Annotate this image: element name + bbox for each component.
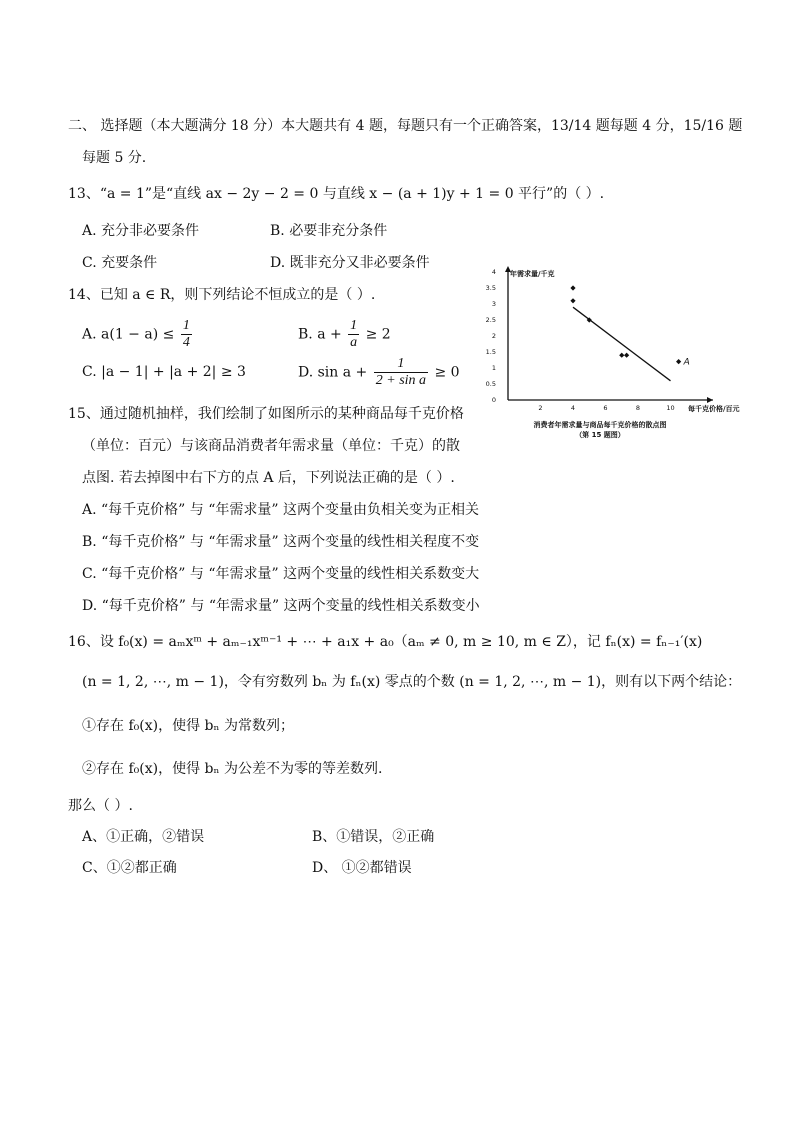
q14-option-d[interactable] bbox=[298, 356, 460, 389]
q14-option-a-fraction: $\frac{1}{4}$ bbox=[182, 318, 190, 350]
y-tick-label: 2 bbox=[491, 332, 496, 340]
q14-option-b-fraction: $\frac{1}{a}$ bbox=[350, 318, 358, 350]
q14-option-a-text: A. a(1 − a) ≤ bbox=[82, 326, 175, 343]
q15-line3: 点图. 若去掉图中右下方的点 A 后，下列说法正确的是（ ）. bbox=[82, 470, 455, 486]
point-label-a: A bbox=[683, 357, 690, 368]
x-axis-arrow bbox=[707, 397, 713, 403]
q15-option-d[interactable]: D. “每千克价格” 与 “年需求量” 这两个变量的线性相关系数变小 bbox=[82, 598, 480, 614]
q16-conclusion-1: ①存在 f₀(x)，使得 bₙ 为常数列； bbox=[82, 718, 294, 734]
scatter-chart bbox=[478, 262, 778, 447]
chart-caption: 消费者年需求量与商品每千克价格的散点图 bbox=[533, 421, 667, 429]
data-point bbox=[570, 285, 575, 290]
q14-option-b-text: B. a + bbox=[298, 326, 342, 343]
q13-option-a[interactable]: A. 充分非必要条件 bbox=[82, 223, 200, 239]
q14-option-a[interactable] bbox=[82, 318, 194, 351]
data-point bbox=[570, 298, 575, 303]
data-point bbox=[676, 359, 681, 364]
y-tick-label: 0.5 bbox=[485, 380, 496, 388]
q15-option-a[interactable]: A. “每千克价格” 与 “年需求量” 这两个变量由负相关变为正相关 bbox=[82, 502, 479, 518]
y-axis-label: 年需求量/千克 bbox=[510, 270, 555, 278]
q16-conclusion-2: ②存在 f₀(x)，使得 bₙ 为公差不为零的等差数列. bbox=[82, 761, 383, 777]
q14-stem: 14、已知 a ∈ R，则下列结论不恒成立的是（ ）. bbox=[68, 287, 376, 303]
q14-option-c[interactable]: C. |a − 1| + |a + 2| ≥ 3 bbox=[82, 364, 246, 380]
x-axis-label: 每千克价格/百元 bbox=[688, 405, 740, 413]
y-tick-label: 1 bbox=[491, 364, 496, 372]
x-tick-label: 8 bbox=[635, 404, 641, 412]
q16-option-a[interactable]: A、①正确，②错误 bbox=[82, 829, 205, 845]
chart-caption-sub: （第 15 题图） bbox=[575, 431, 625, 439]
trend-line bbox=[573, 307, 671, 381]
y-tick-label: 0 bbox=[491, 396, 496, 404]
y-tick-label: 2.5 bbox=[485, 316, 496, 324]
q14-option-b[interactable] bbox=[298, 318, 391, 351]
q14-option-d-fraction: $\frac{1}{\text{2 + sin a}}$ bbox=[375, 356, 427, 388]
q14-option-b-post: ≥ 2 bbox=[365, 326, 391, 343]
q16-line2: (n = 1, 2, ⋯, m − 1)，令有穷数列 bₙ 为 fₙ(x) 零点的个数 (n = 1, 2, ⋯, m − 1)，则有以下两个结论： bbox=[82, 674, 742, 690]
section-heading: 二、 选择题（本大题满分 18 分）本大题共有 4 题，每题只有一个正确答案，13/14 题每题 4 分，15/16 题 bbox=[68, 118, 743, 134]
q13-option-b[interactable]: B. 必要非充分条件 bbox=[270, 223, 388, 239]
x-tick-label: 6 bbox=[603, 404, 608, 412]
x-tick-label: 4 bbox=[570, 404, 576, 412]
data-point bbox=[619, 353, 624, 358]
q15-line2: （单位：百元）与该商品消费者年需求量（单位：千克）的散 bbox=[82, 438, 460, 454]
q15-option-c[interactable]: C. “每千克价格” 与 “年需求量” 这两个变量的线性相关系数变大 bbox=[82, 566, 480, 582]
q16-line1: 16、设 f₀(x) = aₘxᵐ + aₘ₋₁xᵐ⁻¹ + ⋯ + a₁x + a₀（aₘ ≠ 0, m ≥ 10, m ∈ Z），记 fₙ(x) = fₙ₋₁′(x) bbox=[68, 634, 703, 650]
q13-option-c[interactable]: C. 充要条件 bbox=[82, 255, 158, 271]
y-tick-label: 4 bbox=[491, 268, 496, 276]
q16-option-c[interactable]: C、①②都正确 bbox=[82, 860, 177, 876]
x-tick-label: 10 bbox=[666, 404, 675, 412]
q15-option-b[interactable]: B. “每千克价格” 与 “年需求量” 这两个变量的线性相关程度不变 bbox=[82, 534, 480, 550]
data-point bbox=[624, 353, 629, 358]
y-tick-label: 3.5 bbox=[485, 284, 496, 292]
q15-line1: 15、通过随机抽样，我们绘制了如图所示的某种商品每千克价格 bbox=[68, 406, 464, 422]
section-heading-cont: 每题 5 分. bbox=[82, 150, 147, 166]
q13-option-d[interactable]: D. 既非充分又非必要条件 bbox=[270, 255, 430, 271]
q14-option-d-text: D. sin a + bbox=[298, 364, 368, 381]
q16-option-d[interactable]: D、 ①②都错误 bbox=[312, 860, 412, 876]
q14-option-d-post: ≥ 0 bbox=[434, 364, 460, 381]
q13-stem: 13、“a = 1”是“直线 ax − 2y − 2 = 0 与直线 x − (a + 1)y + 1 = 0 平行”的（ ）. bbox=[68, 186, 605, 202]
y-tick-label: 1.5 bbox=[485, 348, 496, 356]
q16-option-b[interactable]: B、①错误，②正确 bbox=[312, 829, 435, 845]
x-tick-label: 2 bbox=[538, 404, 543, 412]
y-tick-label: 3 bbox=[491, 300, 496, 308]
q16-ask: 那么（ ）. bbox=[68, 798, 133, 814]
